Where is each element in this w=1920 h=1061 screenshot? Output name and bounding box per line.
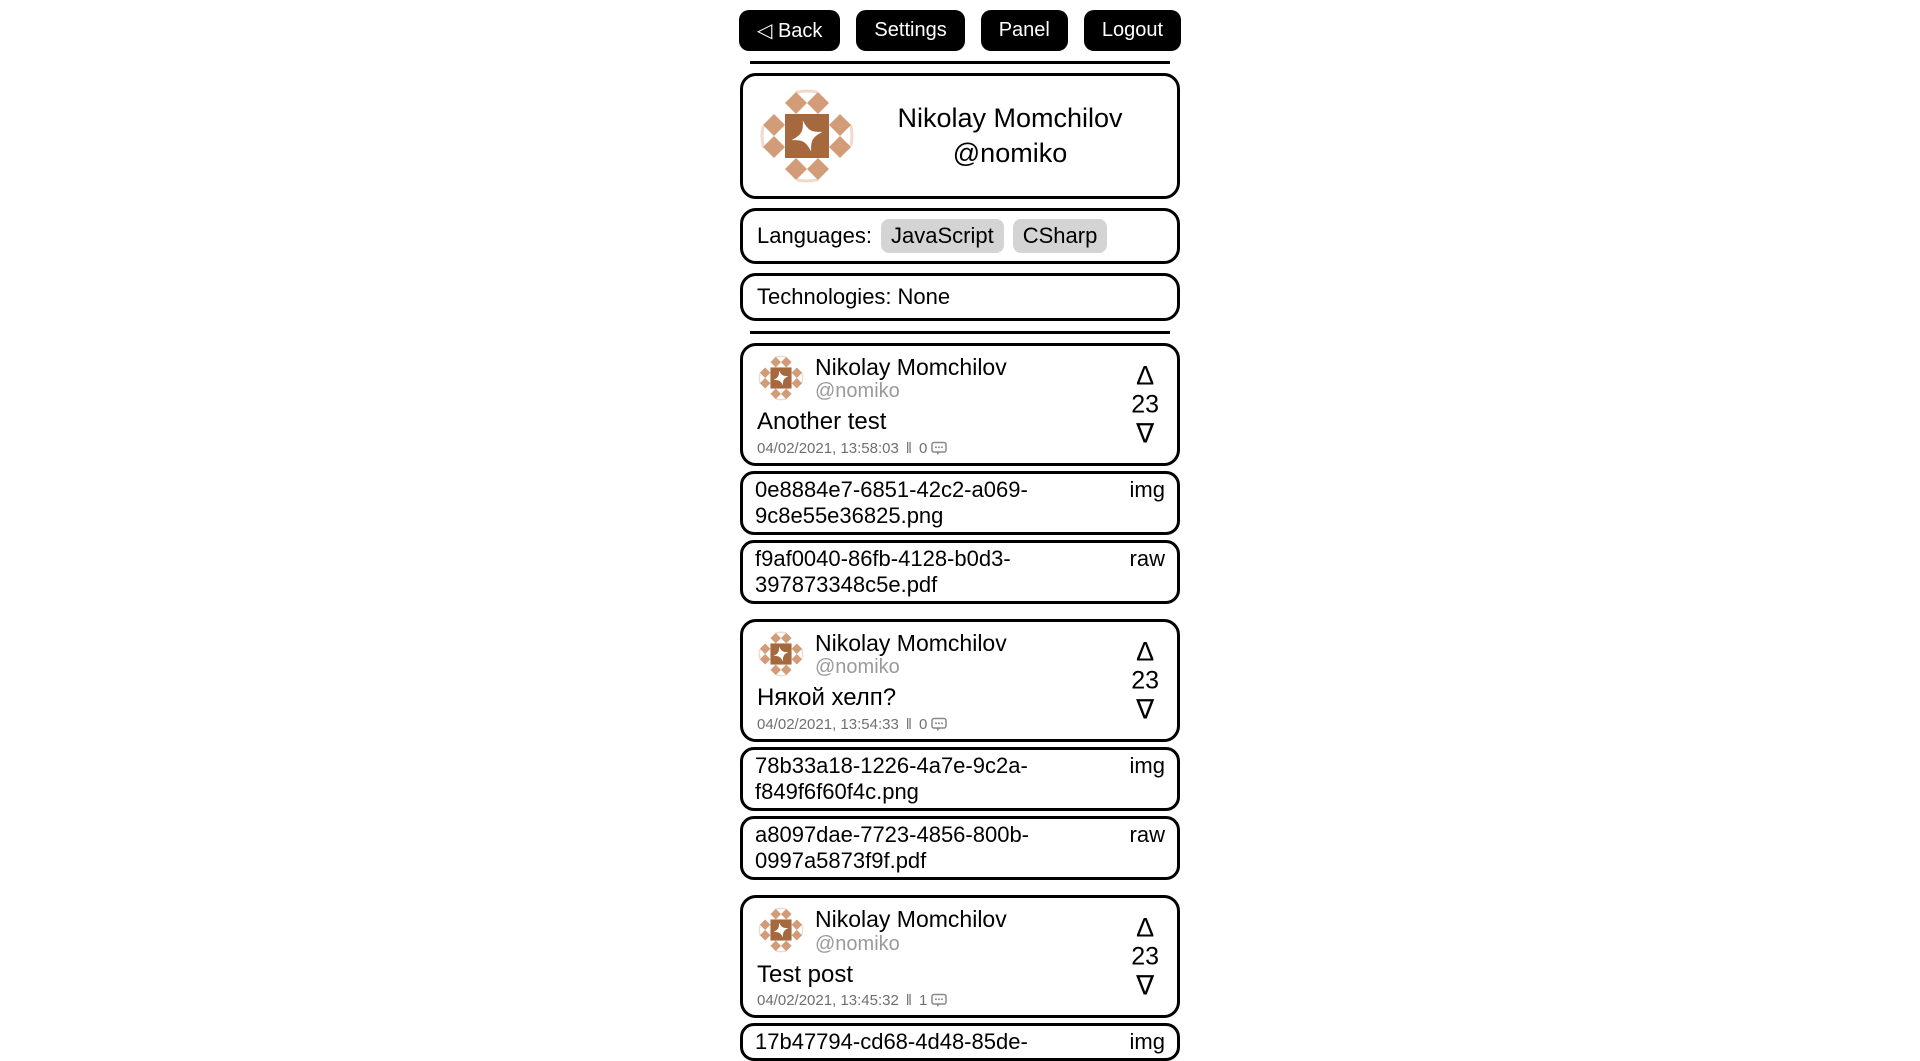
attachment-filename: 0e8884e7-6851-42c2-a069-9c8e55e36825.png (755, 477, 1028, 529)
divider-top (750, 61, 1170, 64)
attachment-filename: f9af0040-86fb-4128-b0d3-397873348c5e.pdf (755, 546, 1011, 598)
settings-button-label: Settings (874, 19, 947, 41)
profile-page (740, 0, 1180, 1061)
vote-count: 23 (1131, 666, 1159, 695)
post-card[interactable] (740, 895, 1180, 1018)
attachments (740, 1023, 1180, 1061)
post-author: Nikolay Momchilov (815, 354, 1007, 380)
back-arrow-icon: ◁ (757, 20, 773, 42)
technologies-card (740, 273, 1180, 321)
back-button-label: Back (777, 20, 823, 42)
profile-handle: @nomiko (952, 138, 1068, 168)
toolbar (740, 0, 1180, 51)
divider-posts (750, 331, 1170, 334)
attachment-row[interactable] (740, 747, 1180, 811)
post-card[interactable] (740, 619, 1180, 742)
posts-feed (740, 343, 1180, 1061)
attachment-filename: a8097dae-7723-4856-800b-0997a5873f9f.pdf (755, 822, 1030, 874)
post-timestamp: 04/02/2021, 13:54:33 (757, 716, 899, 734)
profile-card (740, 73, 1180, 199)
technologies-value: None (897, 284, 951, 309)
post-author-handle: @nomiko (815, 932, 900, 955)
upvote-button[interactable]: Δ (1136, 912, 1155, 943)
downvote-button[interactable]: ∇ (1136, 694, 1155, 725)
post-meta (757, 440, 1097, 457)
attachment-filename: 17b47794-cd68-4d48-85de- (755, 1029, 1028, 1055)
language-tags (872, 219, 1107, 253)
panel-button-label: Panel (998, 19, 1050, 41)
post-author: Nikolay Momchilov (815, 630, 1007, 657)
comment-bubble-icon (931, 717, 947, 732)
post-meta (757, 716, 1097, 733)
post-timestamp: 04/02/2021, 13:45:32 (757, 992, 899, 1010)
vote-column (1131, 361, 1159, 448)
vote-count: 23 (1131, 942, 1159, 971)
avatar (757, 906, 805, 954)
post-author-block (815, 354, 1007, 403)
technologies-label: Technologies: (757, 284, 892, 309)
post-title: Another test (757, 408, 887, 436)
meta-separator: ‖ (905, 716, 912, 734)
meta-separator: ‖ (905, 440, 912, 458)
avatar (757, 630, 805, 678)
attachments (740, 747, 1180, 880)
languages-card (740, 208, 1180, 264)
settings-button[interactable] (856, 10, 964, 51)
attachment-type-label: raw (1129, 822, 1165, 848)
meta-separator: ‖ (905, 992, 912, 1010)
downvote-button[interactable]: ∇ (1136, 970, 1155, 1001)
attachment-type-label: img (1129, 477, 1165, 503)
attachment-filename: 78b33a18-1226-4a7e-9c2a-f849f6f60f4c.png (755, 753, 1028, 805)
panel-button[interactable] (981, 10, 1068, 51)
logout-button[interactable] (1084, 10, 1181, 51)
avatar (757, 86, 857, 186)
profile-names (857, 101, 1163, 171)
post-header (757, 630, 1097, 679)
comment-count: 0 (919, 716, 928, 734)
attachments (740, 471, 1180, 604)
vote-column (1131, 637, 1159, 724)
attachment-row[interactable] (740, 816, 1180, 880)
attachment-row[interactable] (740, 1023, 1180, 1061)
vote-column (1131, 913, 1159, 1000)
upvote-button[interactable]: Δ (1136, 636, 1155, 667)
comment-count: 0 (919, 440, 928, 458)
logout-button-label: Logout (1101, 19, 1164, 41)
post-header (757, 354, 1097, 403)
post-header (757, 906, 1097, 955)
attachment-type-label: raw (1129, 546, 1165, 572)
comment-bubble-icon (931, 441, 947, 456)
profile-name: Nikolay Momchilov (897, 102, 1123, 133)
post-author-handle: @nomiko (815, 656, 900, 679)
attachment-row[interactable] (740, 471, 1180, 535)
comment-count: 1 (919, 992, 928, 1010)
downvote-button[interactable]: ∇ (1136, 418, 1155, 449)
attachment-row[interactable] (740, 540, 1180, 604)
post-card[interactable] (740, 343, 1180, 466)
post-author-block (815, 630, 1007, 679)
post-timestamp: 04/02/2021, 13:58:03 (757, 440, 899, 458)
post (740, 619, 1180, 880)
post (740, 895, 1180, 1061)
post-meta (757, 992, 1097, 1009)
post-author-block (815, 906, 1007, 955)
post-author-handle: @nomiko (815, 380, 900, 403)
avatar (757, 354, 805, 402)
language-tag: JavaScript (881, 219, 1004, 253)
comment-bubble-icon (931, 993, 947, 1008)
vote-count: 23 (1131, 390, 1159, 419)
attachment-type-label: img (1129, 1029, 1165, 1055)
post-title: Test post (757, 960, 854, 988)
upvote-button[interactable]: Δ (1136, 360, 1155, 391)
back-button[interactable] (739, 10, 840, 51)
post-title: Някой хелп? (757, 684, 897, 712)
post-author: Nikolay Momchilov (815, 906, 1007, 933)
attachment-type-label: img (1129, 753, 1165, 779)
language-tag: CSharp (1013, 219, 1108, 253)
languages-label: Languages: (757, 223, 872, 248)
post (740, 343, 1180, 604)
